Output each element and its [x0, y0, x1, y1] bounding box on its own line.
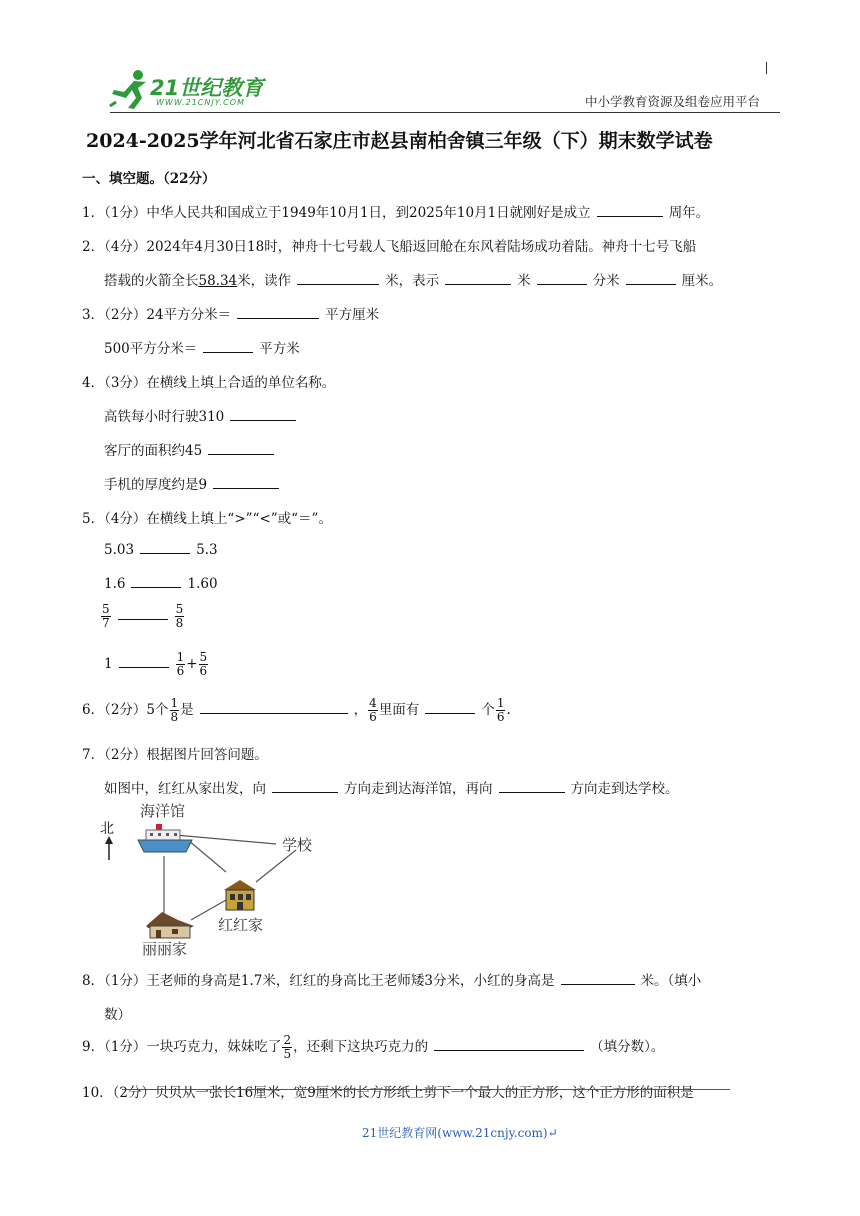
answer-blank[interactable] [597, 204, 663, 217]
q3-text-a2: 平方厘米 [325, 307, 380, 323]
question-8-cont: 数） [104, 1007, 131, 1023]
q5-text-r2b: 1.60 [187, 576, 218, 592]
denominator: 6 [369, 710, 377, 724]
numerator: 5 [199, 650, 208, 664]
q6-text-d: 个 [481, 702, 495, 718]
answer-blank[interactable] [297, 272, 379, 285]
q7-text-c: 方向走到达学校。 [570, 781, 679, 797]
answer-blank[interactable] [203, 340, 253, 353]
map-figure [96, 798, 336, 958]
question-3-cont [104, 337, 300, 357]
question-3 [82, 303, 379, 323]
plus-sign: + [186, 656, 198, 672]
denominator: 8 [175, 616, 184, 630]
q8-text-a: 8．（1分）王老师的身高是1.7米，红红的身高比王老师矮3分米，小红的身高是 [82, 973, 555, 989]
page-title: 2024-2025学年河北省石家庄市赵县南柏舍镇三年级（下）期末数学试卷 [86, 130, 713, 152]
q8-text-b: 米。（填小 [640, 973, 702, 989]
q6-text-a: 6．（2分）5个 [82, 702, 169, 718]
header-tick [766, 62, 767, 74]
answer-blank[interactable] [230, 408, 296, 421]
cottage-icon [144, 910, 196, 940]
question-2 [82, 235, 696, 255]
answer-blank[interactable] [131, 575, 181, 588]
answer-blank[interactable] [118, 607, 168, 620]
q4-line-1 [104, 405, 302, 425]
answer-blank[interactable] [213, 476, 279, 489]
q4-text-l2: 客厅的面积约45 [104, 443, 203, 459]
answer-blank[interactable] [537, 272, 587, 285]
numerator: 1 [170, 696, 179, 710]
numerator: 1 [496, 696, 505, 710]
q5-text-r1b: 5.3 [196, 542, 218, 558]
footer-rule [122, 1089, 730, 1090]
header-right-text: 中小学教育资源及组卷应用平台 [585, 94, 761, 109]
answer-blank[interactable] [445, 272, 511, 285]
denominator: 5 [283, 1047, 292, 1061]
q2-text: 2．（4分）2024年4月30日18时，神舟十七号载人飞船返回舱在东风着陆场成功着陆。神舟十七号飞船 [82, 239, 697, 255]
fraction [282, 1034, 292, 1061]
q6-text-c: 里面有 [378, 702, 420, 718]
fraction [496, 697, 506, 724]
answer-blank[interactable] [237, 306, 319, 319]
denominator: 6 [496, 710, 505, 724]
house-icon [220, 878, 260, 912]
answer-blank[interactable] [208, 442, 274, 455]
runner-logo-icon [108, 68, 156, 110]
denominator: 6 [199, 664, 208, 678]
q3-text-b2: 平方米 [259, 341, 300, 357]
q1-text-end: 周年。 [668, 205, 710, 221]
q2-text-b4: 米 [517, 273, 531, 289]
school-label: 学校 [282, 836, 313, 854]
q4-line-2 [104, 439, 280, 459]
question-5: 5．（4分）在横线上填上“>”“<”或“＝”。 [82, 511, 332, 527]
denominator: 6 [176, 664, 185, 678]
q5-text-r1a: 5.03 [104, 542, 135, 558]
q9-text-c: （填分数）。 [590, 1039, 665, 1055]
q7-text-a: 如图中，红红从家出发，向 [104, 781, 266, 797]
q5-row-4 [104, 651, 209, 678]
aquarium-label: 海洋馆 [140, 802, 186, 820]
q5-text-r2a: 1.6 [104, 576, 126, 592]
answer-blank[interactable] [626, 272, 676, 285]
q5-text-r4a: 1 [104, 656, 113, 672]
q6-comma: ， [353, 702, 368, 718]
honghong-home-label: 红红家 [218, 916, 264, 934]
numerator: 4 [369, 696, 377, 710]
question-2-cont [104, 269, 722, 289]
q6-period: . [506, 702, 511, 718]
question-7-body [104, 777, 679, 797]
numerator: 1 [176, 650, 185, 664]
numerator: 5 [102, 602, 110, 616]
answer-blank[interactable] [272, 780, 338, 793]
q9-text-a: 9．（1分）一块巧克力，妹妹吃了 [82, 1039, 282, 1055]
question-4: 4．（3分）在横线上填上合适的单位名称。 [82, 375, 336, 391]
q6-text-b: 是 [180, 702, 194, 718]
footer-text: 21世纪教育网(www.21cnjy.com)↵ [362, 1126, 558, 1140]
answer-blank[interactable] [561, 972, 635, 985]
q3-text-b1: 500平方分米＝ [104, 341, 198, 357]
answer-blank[interactable] [140, 541, 190, 554]
answer-blank[interactable] [499, 780, 565, 793]
answer-blank[interactable] [119, 655, 169, 668]
denominator: 7 [102, 616, 110, 630]
q5-row-3 [100, 603, 185, 630]
map-lines [96, 798, 336, 958]
q3-text-a1: 3．（2分）24平方分米＝ [82, 307, 232, 323]
question-7: 7．（2分）根据图片回答问题。 [82, 747, 268, 763]
denominator: 8 [170, 710, 179, 724]
q5-row-1 [104, 541, 218, 558]
answer-blank[interactable] [434, 1038, 584, 1051]
header-bar [0, 0, 860, 116]
q9-text-b: ，还剩下这块巧克力的 [293, 1039, 429, 1055]
header-rule [110, 112, 780, 113]
answer-blank[interactable] [425, 701, 475, 714]
question-10: 10．（2分）贝贝从一张长16厘米，宽9厘米的长方形纸上剪下一个最大的正方形，这个正方形的面积是 [82, 1085, 694, 1101]
question-6 [82, 697, 511, 724]
q4-line-3 [104, 473, 285, 493]
fraction [175, 603, 185, 630]
q2-text-b1: 搭载的火箭全长 [104, 273, 199, 289]
north-label: 北 [100, 821, 114, 837]
numerator: 2 [283, 1033, 292, 1047]
logo-url: WWW.21CNJY.COM [156, 98, 245, 107]
fraction [101, 603, 111, 630]
q4-text-l3: 手机的厚度约是9 [104, 477, 208, 493]
fraction [199, 651, 209, 678]
q2-text-b5: 分米 [592, 273, 620, 289]
fraction [170, 697, 180, 724]
q2-text-b6: 厘米。 [681, 273, 723, 289]
section-heading: 一、填空题。（22分） [82, 171, 216, 187]
logo-text: 21世纪教育 [150, 76, 264, 100]
lili-home-label: 丽丽家 [142, 940, 188, 958]
q7-text-b: 方向走到达海洋馆，再向 [344, 781, 493, 797]
numerator: 5 [175, 602, 184, 616]
q2-text-b3: 米，表示 [385, 273, 440, 289]
fraction [368, 697, 378, 724]
q2-text-b2: 米，读作 [237, 273, 292, 289]
rocket-length: 58.34 [198, 273, 238, 289]
fraction [176, 651, 186, 678]
q1-text: 1．（1分）中华人民共和国成立于1949年10月1日，到2025年10月1日就刚好是成立 [82, 205, 591, 221]
question-9 [82, 1034, 664, 1061]
q5-row-2 [104, 575, 218, 592]
answer-blank[interactable] [200, 701, 348, 714]
q4-text-l1: 高铁每小时行驶310 [104, 409, 225, 425]
question-1 [82, 201, 709, 221]
question-8 [82, 969, 701, 989]
ship-icon [136, 822, 194, 856]
